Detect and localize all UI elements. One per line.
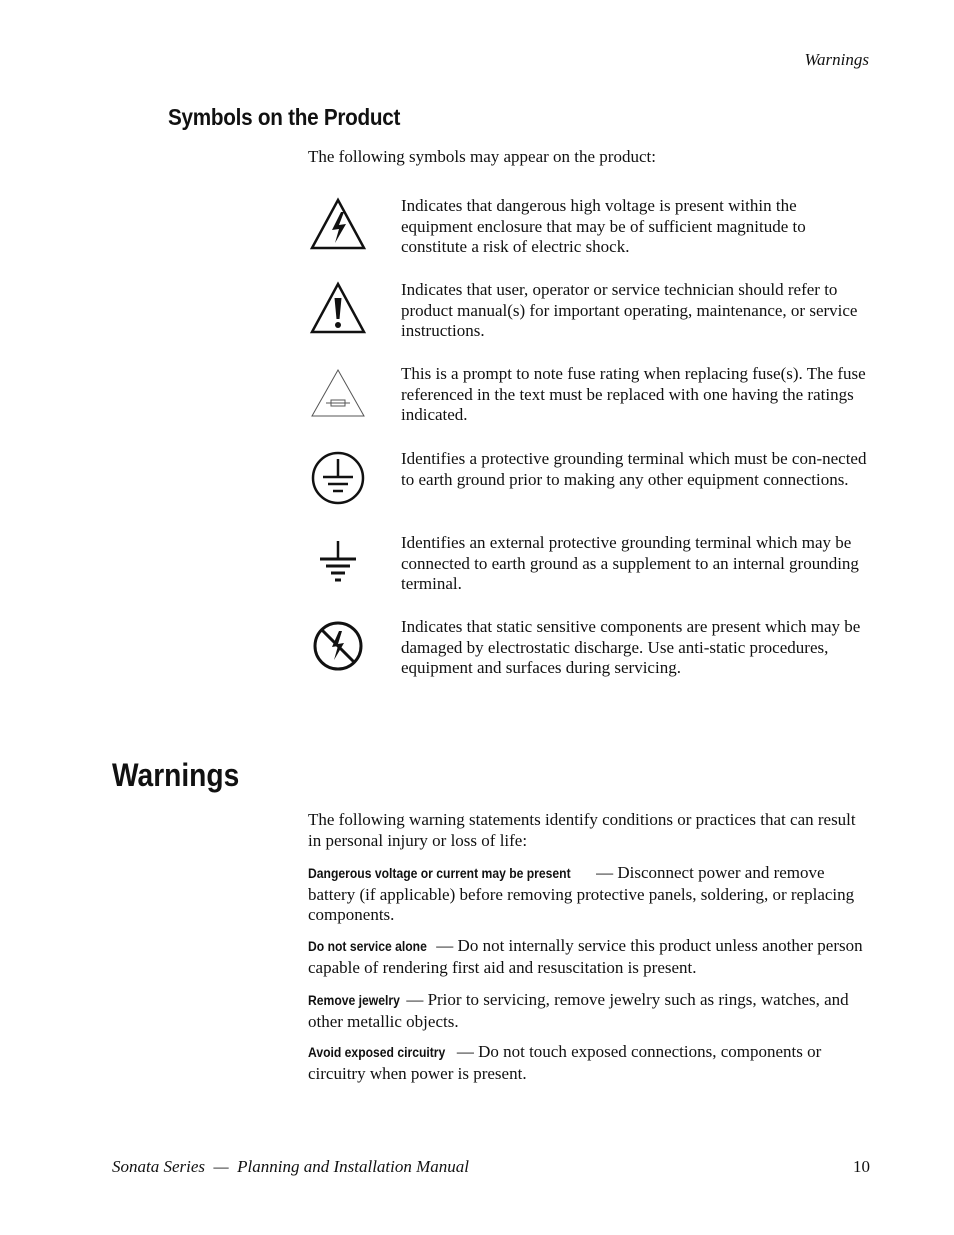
caution-icon — [308, 280, 368, 340]
protective-ground-icon — [308, 449, 368, 509]
warning-item — [308, 1042, 873, 1084]
warning-lead: Avoid exposed circuitry — [308, 1045, 446, 1060]
esd-icon — [308, 617, 368, 677]
symbol-row-esd — [308, 617, 874, 687]
high-voltage-icon — [308, 196, 368, 256]
symbol-row-protective-ground — [308, 449, 874, 519]
symbol-row-high-voltage — [308, 196, 874, 266]
footer-title: Sonata Series — Planning and Installation Manual — [112, 1157, 469, 1176]
fuse-icon — [308, 364, 368, 424]
section-title-symbols: Symbols on the Product — [168, 104, 401, 130]
running-head: Warnings — [804, 50, 869, 69]
warning-text: — Do not touch exposed connections, components or circuitry when power is present. — [308, 1042, 822, 1083]
symbol-description: Identifies an external protective grounding terminal which may be connected to earth ground as a supplement to an internal grounding terminal. — [401, 533, 859, 593]
page-number: 10 — [853, 1157, 870, 1176]
symbol-description: This is a prompt to note fuse rating when replacing fuse(s). The fuse referenced in the text must be replaced with one having the ratings indicated. — [401, 364, 866, 424]
warning-text: — Disconnect power and remove battery (if applicable) before removing protective panels, soldering, or replacing components. — [308, 863, 855, 924]
symbol-row-caution — [308, 280, 874, 350]
warning-item — [308, 990, 873, 1032]
warning-item — [308, 863, 873, 926]
symbol-row-fuse — [308, 364, 874, 434]
symbol-description: Identifies a protective grounding terminal which must be con-nected to earth ground prior to making any other equipment connections. — [401, 449, 867, 489]
symbol-row-external-ground — [308, 533, 874, 603]
symbol-description: Indicates that user, operator or service technician should refer to product manual(s) for important operating, maintenance, or service instructions. — [401, 280, 858, 340]
warning-lead: Do not service alone — [308, 939, 427, 954]
warning-lead: Remove jewelry — [308, 993, 400, 1008]
section-title-warnings: Warnings — [112, 757, 240, 793]
warnings-intro: The following warning statements identify conditions or practices that can result in personal injury or loss of life: — [308, 810, 856, 850]
symbols-intro: The following symbols may appear on the product: — [308, 147, 656, 166]
symbol-description: Indicates that static sensitive components are present which may be damaged by electrostatic discharge. Use anti-static procedures, equipment and surfaces during servicing. — [401, 617, 861, 677]
external-ground-icon — [308, 533, 368, 593]
warning-item — [308, 936, 873, 978]
warning-text: — Prior to servicing, remove jewelry such as rings, watches, and other metallic objects. — [308, 990, 849, 1031]
warning-text: — Do not internally service this product unless another person capable of rendering first aid and resuscitation is present. — [308, 936, 863, 977]
warning-lead: Dangerous voltage or current may be present — [308, 866, 571, 881]
symbol-description: Indicates that dangerous high voltage is present within the equipment enclosure that may be of sufficient magnitude to constitute a risk of electric shock. — [401, 196, 806, 256]
